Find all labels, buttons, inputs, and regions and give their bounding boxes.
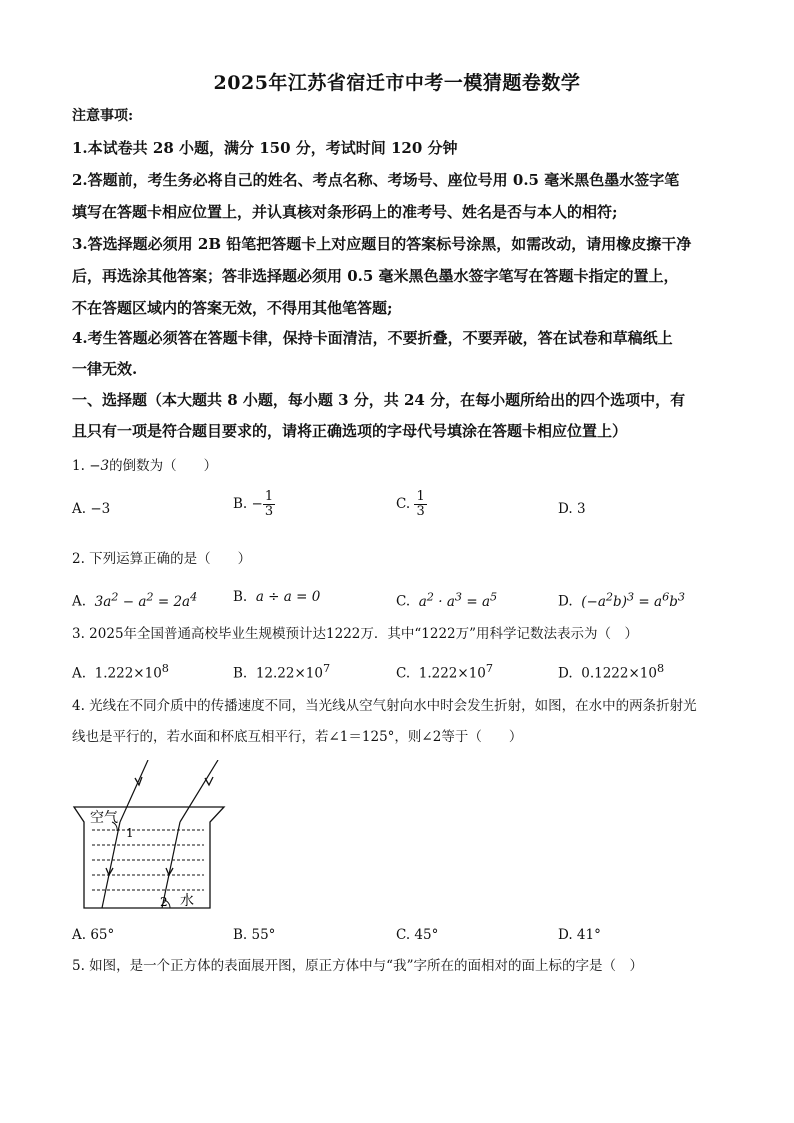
notice-line-1: 1.本试卷共 28 小题，满分 150 分，考试时间 120 分钟: [72, 139, 458, 157]
option-expression: $a^2 \cdot a^3 = a^5$: [418, 590, 498, 610]
question-1-text: 的倒数为（ ）: [109, 458, 218, 474]
option-label: A.: [72, 501, 87, 517]
question-1-expression: −3: [89, 458, 110, 474]
question-2-stem: 2. 下列运算正确的是（ ）: [72, 551, 252, 567]
incident-ray-2: [180, 760, 218, 822]
question-3-option-a[interactable]: [72, 660, 169, 683]
option-exponent: 7: [485, 662, 494, 675]
question-5-stem: 5. 如图，是一个正方体的表面展开图，原正方体中与“我”字所在的面相对的面上标的字是（ ）: [72, 958, 643, 974]
question-1-option-a[interactable]: [72, 500, 110, 518]
option-exponent: 7: [322, 662, 331, 675]
angle-1-label: 1: [126, 826, 134, 840]
question-4-option-c[interactable]: C. 45°: [396, 927, 439, 943]
option-expression: $(-a^2b)^3 = a^6b^3$: [581, 590, 686, 610]
air-label: 空气: [90, 810, 118, 826]
question-3-option-b[interactable]: [233, 660, 330, 683]
question-3-stem: 3. 2025年全国普通高校毕业生规模预计达1222万．其中“1222万”用科学记数法表示为（ ）: [72, 626, 639, 642]
question-4-option-a[interactable]: A. 65°: [72, 927, 115, 943]
fraction-denominator: 3: [416, 504, 425, 519]
water-lines: [92, 830, 204, 890]
question-2-option-d[interactable]: [558, 588, 685, 611]
fraction-denominator: 3: [264, 504, 274, 519]
question-1-stem: [72, 457, 732, 475]
notice-line-4: 3.答选择题必须用 2B 铅笔把答题卡上对应题目的答案标号涂黑，如需改动，请用橡皮擦干净: [72, 235, 692, 253]
question-4-stem-line-1: 4. 光线在不同介质中的传播速度不同，当光线从空气射向水中时会发生折射，如图，在水中的两条折射光: [72, 698, 697, 714]
option-label: D.: [558, 665, 573, 682]
option-label: D.: [558, 501, 573, 517]
option-mantissa: 1.222×10: [94, 665, 162, 682]
option-label: D.: [558, 593, 573, 610]
water-label: 水: [180, 893, 194, 909]
angle-2-label: 2: [160, 895, 168, 909]
notice-line-5: 后，再选涂其他答案；答非选择题必须用 0.5 毫米黑色墨水签字笔写在答题卡指定的置上，: [72, 267, 679, 285]
option-mantissa: 12.22×10: [255, 665, 323, 682]
option-label: A.: [72, 665, 87, 682]
option-value: −3: [90, 501, 111, 517]
question-2-option-c[interactable]: [396, 588, 497, 611]
notice-line-7: 4.考生答题必须答在答题卡律，保持卡面清洁，不要折叠，不要弄破，答在试卷和草稿纸上: [72, 329, 673, 347]
option-expression: a ÷ a = 0: [255, 589, 321, 605]
option-value: 3: [576, 501, 586, 517]
notice-line-8: 一律无效.: [72, 360, 138, 378]
notice-line-3: 填写在答题卡相应位置上，并认真核对条形码上的准考号、姓名是否与本人的相符;: [72, 203, 618, 221]
refraction-figure: [72, 760, 242, 915]
option-label: B.: [233, 589, 248, 605]
question-3-option-c[interactable]: [396, 660, 493, 683]
fraction: [263, 490, 275, 519]
page-title: 2025年江苏省宿迁市中考一模猜题卷数学: [213, 72, 581, 94]
option-mantissa: 1.222×10: [418, 665, 486, 682]
question-4-stem-line-2: 线也是平行的，若水面和杯底互相平行，若∠1＝125°，则∠2等于（ ）: [72, 729, 523, 745]
question-1-option-c[interactable]: [396, 490, 427, 519]
fraction: [414, 490, 426, 519]
option-mantissa: 0.1222×10: [581, 665, 657, 682]
question-4-option-b[interactable]: B. 55°: [233, 927, 276, 943]
question-3-option-d[interactable]: [558, 660, 664, 683]
option-label: B.: [233, 665, 248, 682]
option-expression: $3a^2 - a^2 = 2a^4$: [94, 590, 198, 610]
option-exponent: 8: [161, 662, 169, 675]
fraction-numerator: 1: [264, 489, 274, 504]
fraction-numerator: 1: [416, 489, 425, 504]
option-label: B.: [233, 496, 248, 512]
refracted-ray-1: [102, 822, 120, 908]
notice-line-6: 不在答题区域内的答案无效，不得用其他笔答题;: [72, 299, 393, 317]
section-heading-line-1: 一、选择题（本大题共 8 小题，每小题 3 分，共 24 分，在每小题所给出的四个选项中，有: [72, 391, 686, 409]
option-label: C.: [396, 593, 411, 610]
option-label: C.: [396, 665, 411, 682]
section-heading-line-2: 且只有一项是符合题目要求的，请将正确选项的字母代号填涂在答题卡相应位置上）: [72, 422, 628, 440]
notice-heading: 注意事项:: [72, 108, 134, 124]
option-label: C.: [396, 496, 411, 512]
question-1-option-b[interactable]: [233, 490, 275, 519]
notice-line-2: 2.答题前，考生务必将自己的姓名、考点名称、考场号、座位号用 0.5 毫米黑色墨水签字笔: [72, 171, 680, 189]
option-sign: −: [251, 496, 263, 512]
option-exponent: 8: [656, 662, 665, 675]
option-label: A.: [72, 593, 87, 610]
question-1-number: 1.: [72, 458, 85, 474]
question-2-option-a[interactable]: [72, 588, 197, 611]
incident-ray-1: [120, 760, 148, 822]
question-2-option-b[interactable]: [233, 588, 320, 606]
question-1-option-d[interactable]: [558, 500, 586, 518]
question-4-option-d[interactable]: D. 41°: [558, 927, 601, 943]
